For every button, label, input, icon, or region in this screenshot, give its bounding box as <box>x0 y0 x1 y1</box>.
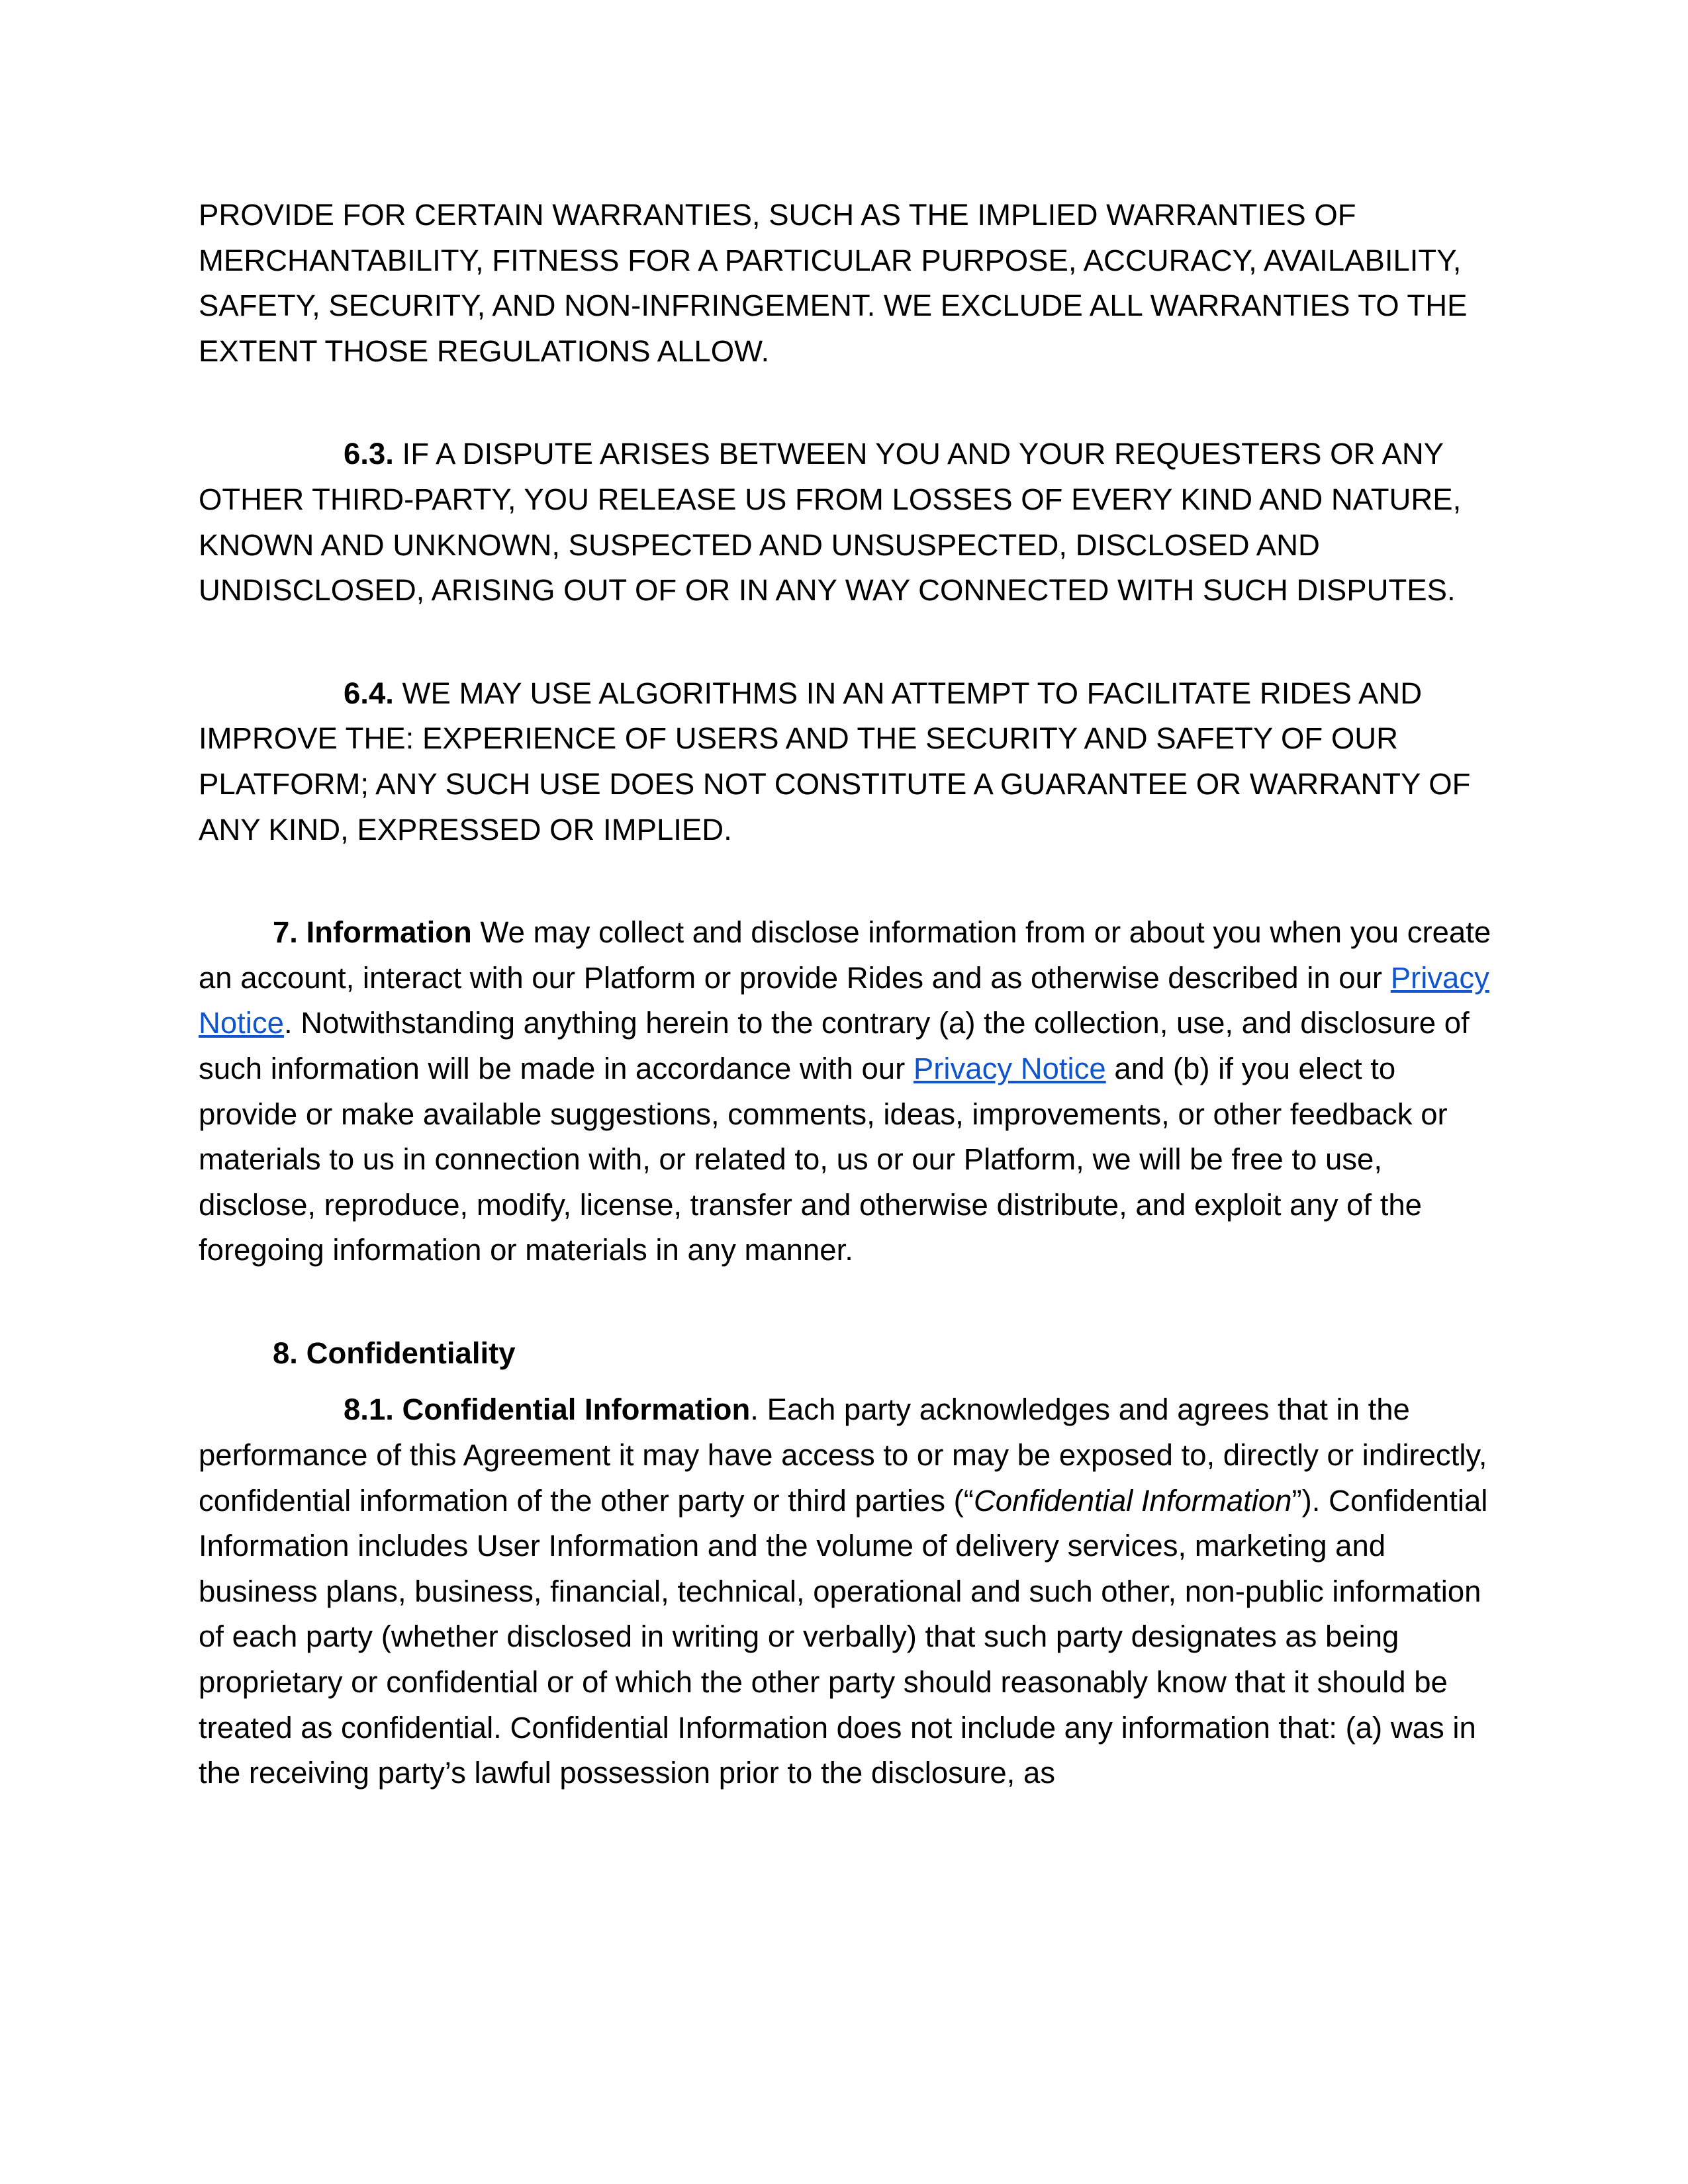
section-6-3 <box>199 432 1496 613</box>
privacy-notice-link-2[interactable]: Privacy Notice <box>913 1051 1106 1085</box>
section-7-heading: 7. Information <box>273 915 472 950</box>
section-8-1-heading: 8.1. Confidential Information <box>344 1392 751 1427</box>
section-7-text-2: . Notwithstanding anything herein to the contrary (a) the collection, use, and disclosure of such information will be made in accordance with our <box>199 1006 1470 1085</box>
warranties-text: PROVIDE FOR CERTAIN WARRANTIES, SUCH AS THE IMPLIED WARRANTIES OF MERCHANTABILITY, FITNESS FOR A PARTICULAR PURPOSE, ACCURACY, AVAILABILITY, SAFETY, SECURITY, AND NON-INFRINGEMENT. WE EXCLUDE ALL WARRANTIES TO THE EXTENT THOSE REGULATIONS ALLOW. <box>199 198 1468 368</box>
section-6-3-number: 6.3. <box>344 437 394 471</box>
section-6-3-text: IF A DISPUTE ARISES BETWEEN YOU AND YOUR REQUESTERS OR ANY OTHER THIRD-PARTY, YOU RELEASE US FROM LOSSES OF EVERY KIND AND NATURE, KNOWN AND UNKNOWN, SUSPECTED AND UNSUSPECTED, DISCLOSED AND UNDISCLOSED, ARISING OUT OF OR IN ANY WAY CONNECTED WITH SUCH DISPUTES. <box>199 437 1462 608</box>
defined-term-confidential-information: Confidential Information <box>973 1483 1292 1518</box>
section-6-4-text: WE MAY USE ALGORITHMS IN AN ATTEMPT TO FACILITATE RIDES AND IMPROVE THE: EXPERIENCE OF USERS AND THE SECURITY AND SAFETY OF OUR PLATFORM; ANY SUCH USE DOES NOT CONSTITUTE A GUARANTEE OR WARRANTY OF ANY KIND, EXPRESSED OR IMPLIED. <box>199 676 1471 846</box>
section-8-1 <box>199 1387 1496 1796</box>
section-7 <box>199 910 1496 1273</box>
section-8-1-text-2: ”). Confidential Information includes User Information and the volume of delivery services, marketing and business plans, business, financial, technical, operational and such other, non-public information of each party (whether disclosed in writing or verbally) that such party designates as being proprietary or confidential or of which the other party should reasonably know that it should be treated as confidential. Confidential Information does not include any information that: (a) was in the receiving party’s lawful possession prior to the disclosure, as <box>199 1483 1488 1790</box>
section-8 <box>199 1331 1496 1377</box>
section-8-1-text-1: . Each party acknowledges and agrees that in the performance of this Agreement it may have access to or may be exposed to, directly or indirectly, confidential information of the other party or third parties (“ <box>199 1392 1487 1518</box>
section-8-heading: 8. Confidentiality <box>273 1336 516 1370</box>
section-7-text-1: We may collect and disclose information from or about you when you create an account, interact with our Platform or provide Rides and as otherwise described in our <box>199 915 1491 995</box>
section-6-4 <box>199 671 1496 852</box>
warranties-paragraph <box>199 193 1496 374</box>
section-7-text-3: and (b) if you elect to provide or make available suggestions, comments, ideas, improvements, or other feedback or materials to us in connection with, or related to, us or our Platform, we will be free to use, disclose, reproduce, modify, license, transfer and otherwise distribute, and exploit any of the foregoing information or materials in any manner. <box>199 1051 1448 1267</box>
section-6-4-number: 6.4. <box>344 676 394 710</box>
privacy-notice-link[interactable]: Privacy Notice <box>199 960 1489 1040</box>
document-page <box>199 193 1496 1796</box>
